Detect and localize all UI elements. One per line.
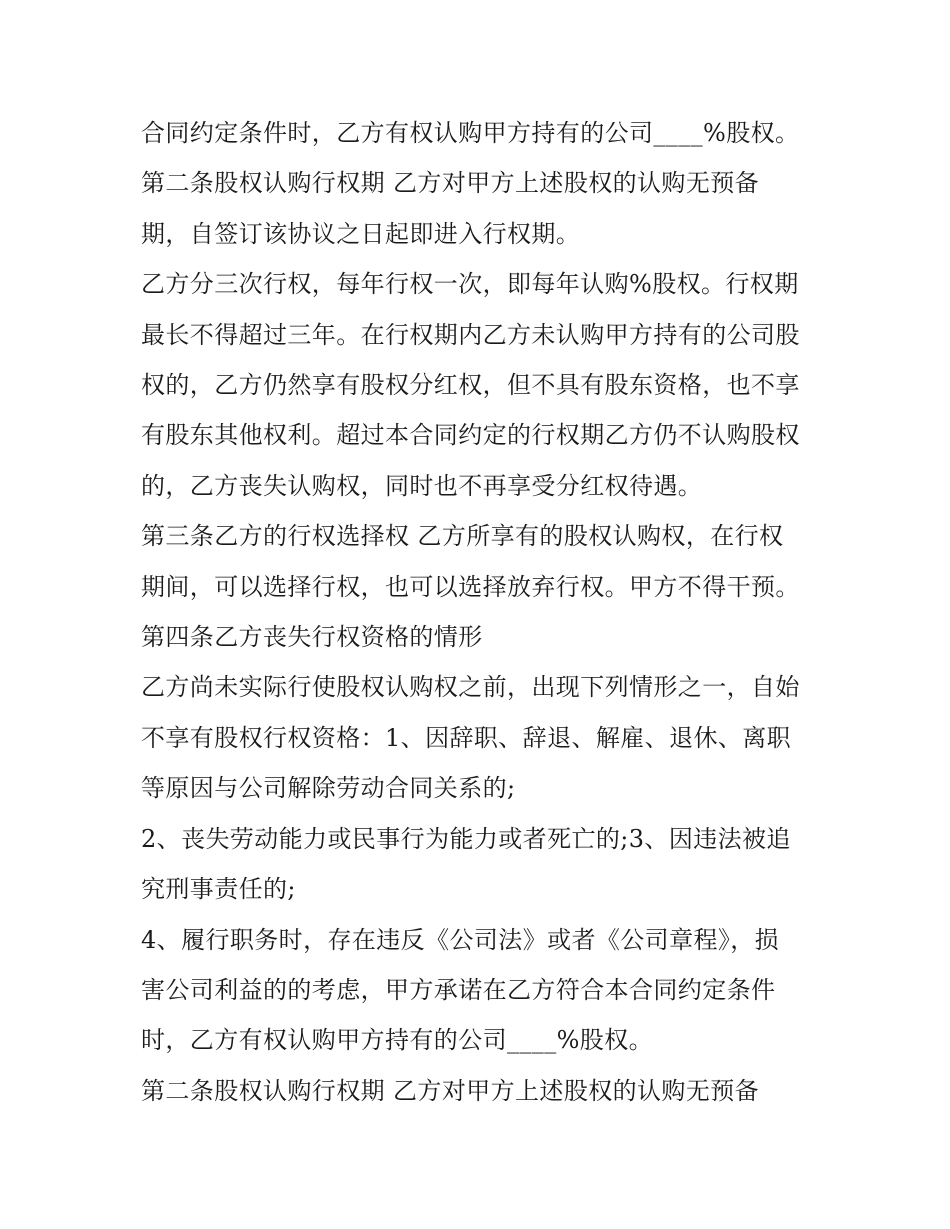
text-line: 2、丧失劳动能力或民事行为能力或者死亡的;3、因违法被追: [141, 824, 791, 853]
text-line: 的，乙方丧失认购权，同时也不再享受分红权待遇。: [141, 471, 703, 500]
text-line: 期间，可以选择行权，也可以选择放弃行权。甲方不得干预。: [141, 572, 800, 601]
document-body: [141, 108, 821, 1116]
text-line: 第四条乙方丧失行权资格的情形: [141, 623, 483, 652]
text-line: 究刑事责任的;: [141, 875, 296, 904]
text-line: 第三条乙方的行权选择权 乙方所享有的股权认购权，在行权: [141, 522, 784, 551]
text-line: 第二条股权认购行权期 乙方对甲方上述股权的认购无预备: [141, 169, 760, 198]
text-line: 合同约定条件时，乙方有权认购甲方持有的公司____%股权。: [141, 119, 800, 147]
text-line: 等原因与公司解除劳动合同关系的;: [141, 774, 516, 803]
text-line: 乙方尚未实际行使股权认购权之前，出现下列情形之一，自始: [141, 673, 800, 702]
text-line: 4、履行职务时，存在违反《公司法》或者《公司章程》，损: [141, 925, 780, 954]
text-line: 乙方分三次行权，每年行权一次，即每年认购%股权。行权期: [141, 270, 799, 299]
text-line: 不享有股权行权资格：1、因辞职、辞退、解雇、退休、离职: [141, 723, 792, 752]
text-line: 时，乙方有权认购甲方持有的公司____%股权。: [141, 1026, 654, 1055]
text-line: 权的，乙方仍然享有股权分红权，但不具有股东资格，也不享: [141, 371, 800, 400]
text-line: 害公司利益的的考虑，甲方承诺在乙方符合本合同约定条件: [141, 975, 776, 1004]
text-line: 有股东其他权利。超过本合同约定的行权期乙方仍不认购股权: [141, 421, 800, 450]
text-line: 第二条股权认购行权期 乙方对甲方上述股权的认购无预备: [141, 1076, 760, 1105]
text-line: 期，自签订该协议之日起即进入行权期。: [141, 219, 581, 248]
text-line: 最长不得超过三年。在行权期内乙方未认购甲方持有的公司股: [141, 320, 800, 349]
